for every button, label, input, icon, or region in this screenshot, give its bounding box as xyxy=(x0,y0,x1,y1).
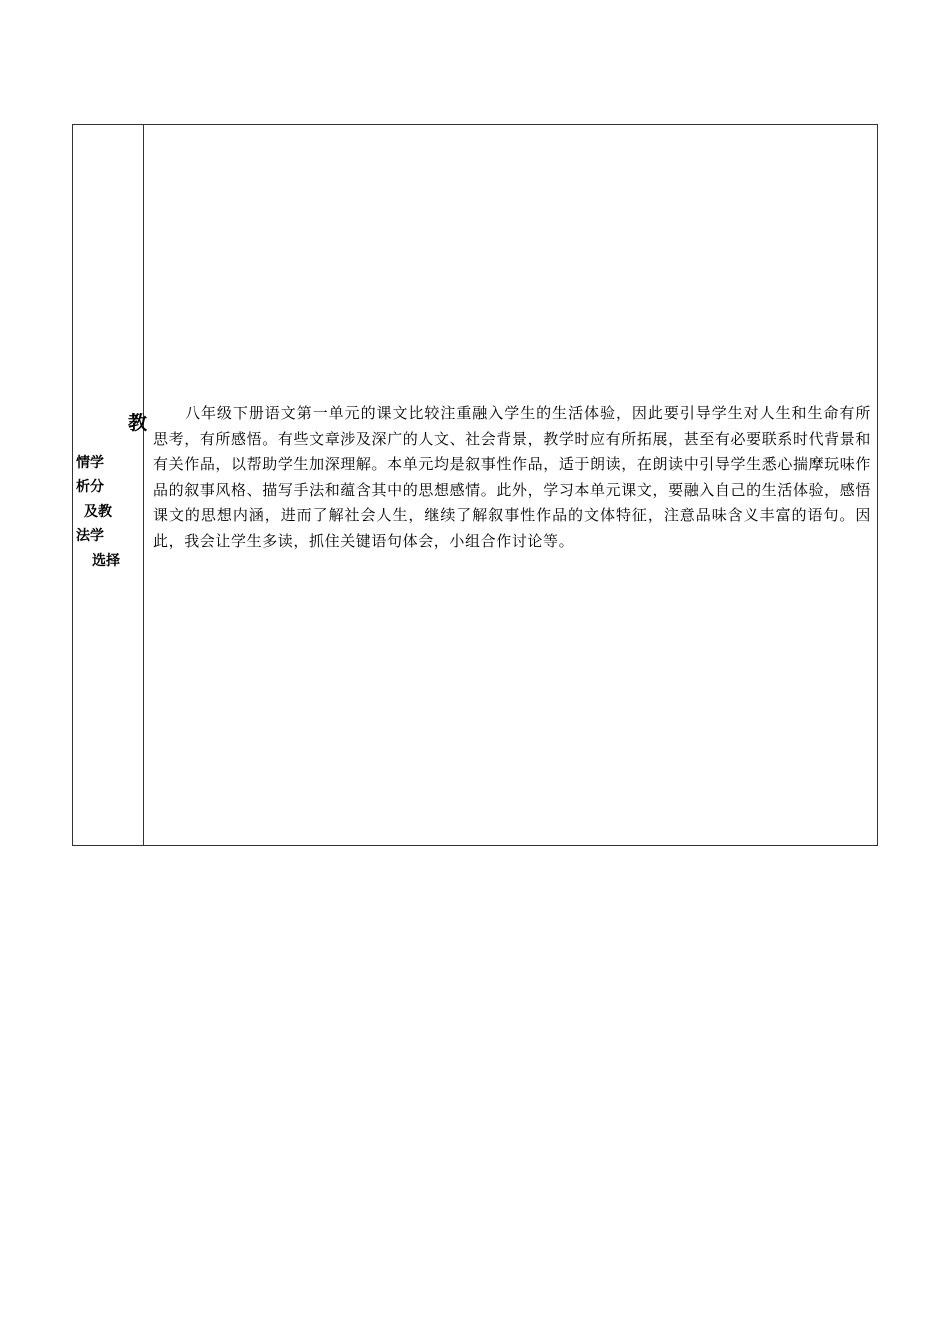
column-divider xyxy=(143,125,144,845)
label-line-3: 及教 xyxy=(84,504,112,520)
label-line-1: 情学 xyxy=(76,455,104,471)
label-line-4: 法学 xyxy=(76,528,104,544)
label-line-5: 选择 xyxy=(92,553,120,569)
analysis-table xyxy=(72,124,878,846)
analysis-content: 八年级下册语文第一单元的课文比较注重融入学生的生活体验，因此要引导学生对人生和生命有所思考，有所感悟。有些文章涉及深广的人文、社会背景，教学时应有所拓展，甚至有必要联系时代背景和有关作品，以帮助学生加深理解。本单元均是叙事性作品，适于朗读，在朗读中引导学生悉心揣摩玩味作品的叙事风格、描写手法和蕴含其中的思想感情。此外，学习本单元课文，要融入自己的生活体验，感悟课文的思想内涵，进而了解社会人生，继续了解叙事性作品的文体特征，注意品味含义丰富的语句。因此，我会让学生多读，抓住关键语句体会，小组合作讨论等。 xyxy=(153,404,871,550)
label-line-2: 析分 xyxy=(76,479,104,495)
label-char-jiao: 教 xyxy=(128,412,148,434)
